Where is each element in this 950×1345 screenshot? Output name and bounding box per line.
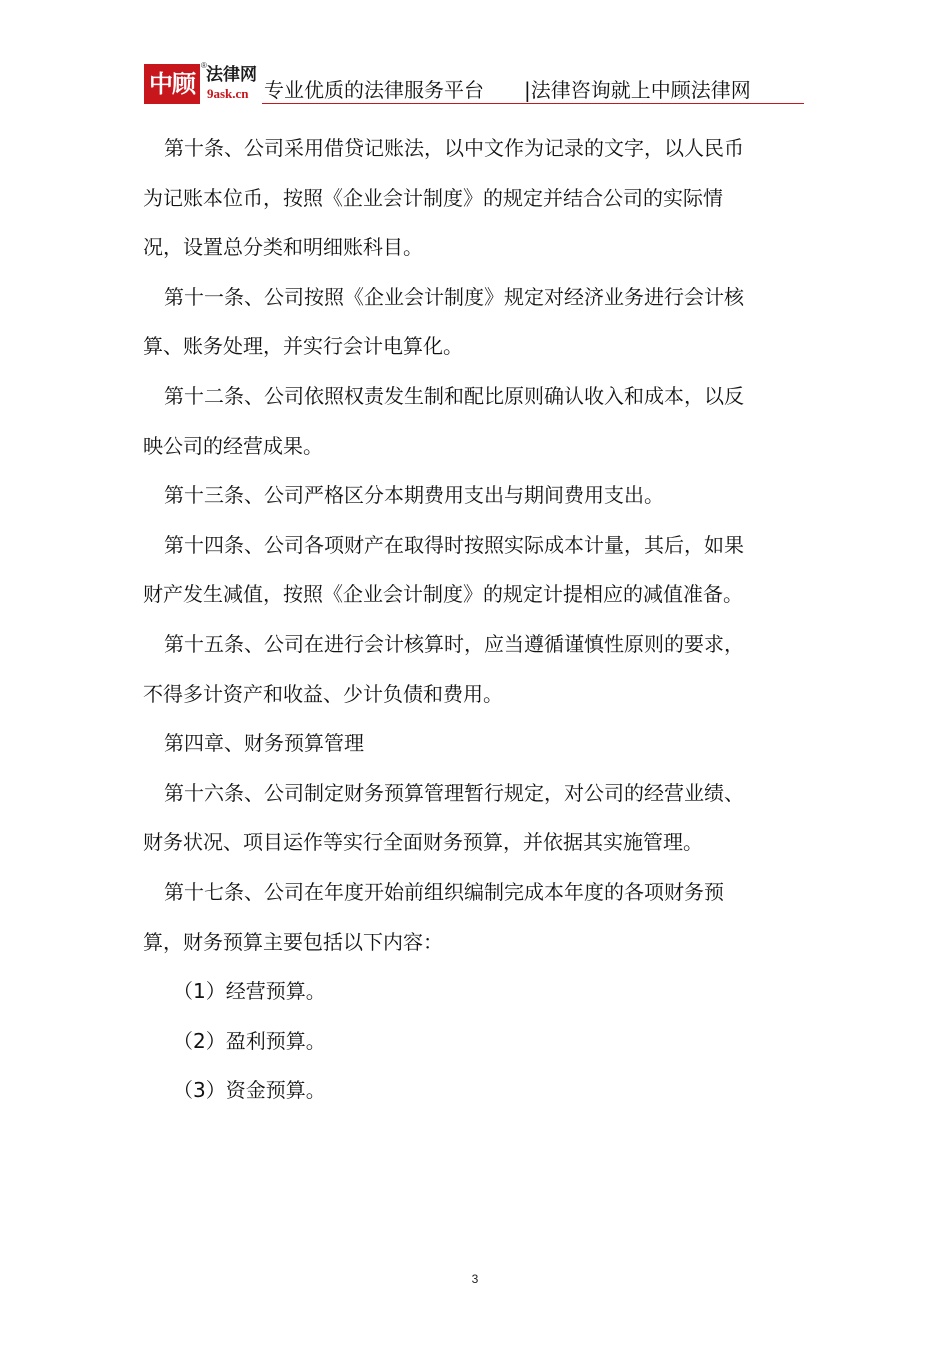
article-11: 第十一条、公司按照《企业会计制度》规定对经济业务进行会计核算、账务处理，并实行会计电算化。	[143, 284, 744, 359]
logo-mark: 中顾	[144, 64, 200, 104]
document-body	[143, 124, 753, 1116]
header-divider	[262, 103, 804, 104]
article-15: 第十五条、公司在进行会计核算时，应当遵循谨慎性原则的要求，不得多计资产和收益、少计负债和费用。	[143, 631, 744, 706]
list-item: （2）盈利预算。	[173, 1028, 326, 1053]
logo-name: 法律网	[206, 65, 257, 85]
article-12: 第十二条、公司依照权责发生制和配比原则确认收入和成本，以反映公司的经营成果。	[143, 383, 744, 458]
page-header	[144, 62, 804, 106]
list-item: （3）资金预算。	[173, 1078, 326, 1103]
list-item: （1）经营预算。	[173, 979, 326, 1004]
article-17: 第十七条、公司在年度开始前组织编制完成本年度的各项财务预算，财务预算主要包括以下内容：	[143, 879, 724, 954]
chapter-heading: 第四章、财务预算管理	[164, 731, 364, 756]
article-16: 第十六条、公司制定财务预算管理暂行规定，对公司的经营业绩、财务状况、项目运作等实行全面财务预算，并依据其实施管理。	[143, 780, 744, 855]
registered-mark: ®	[201, 61, 207, 70]
site-logo[interactable]	[144, 61, 262, 104]
header-tagline: 专业优质的法律服务平台	[264, 78, 484, 102]
article-10: 第十条、公司采用借贷记账法，以中文作为记录的文字，以人民币为记账本位币，按照《企业会计制度》的规定并结合公司的实际情况，设置总分类和明细账科目。	[143, 136, 744, 260]
article-13: 第十三条、公司严格区分本期费用支出与期间费用支出。	[164, 483, 664, 508]
logo-domain: 9ask.cn	[207, 86, 249, 101]
article-14: 第十四条、公司各项财产在取得时按照实际成本计量，其后，如果财产发生减值，按照《企业会计制度》的规定计提相应的减值准备。	[143, 532, 744, 607]
header-slogan: |法律咨询就上中顾法律网	[524, 78, 751, 102]
page-number: 3	[471, 1272, 479, 1286]
